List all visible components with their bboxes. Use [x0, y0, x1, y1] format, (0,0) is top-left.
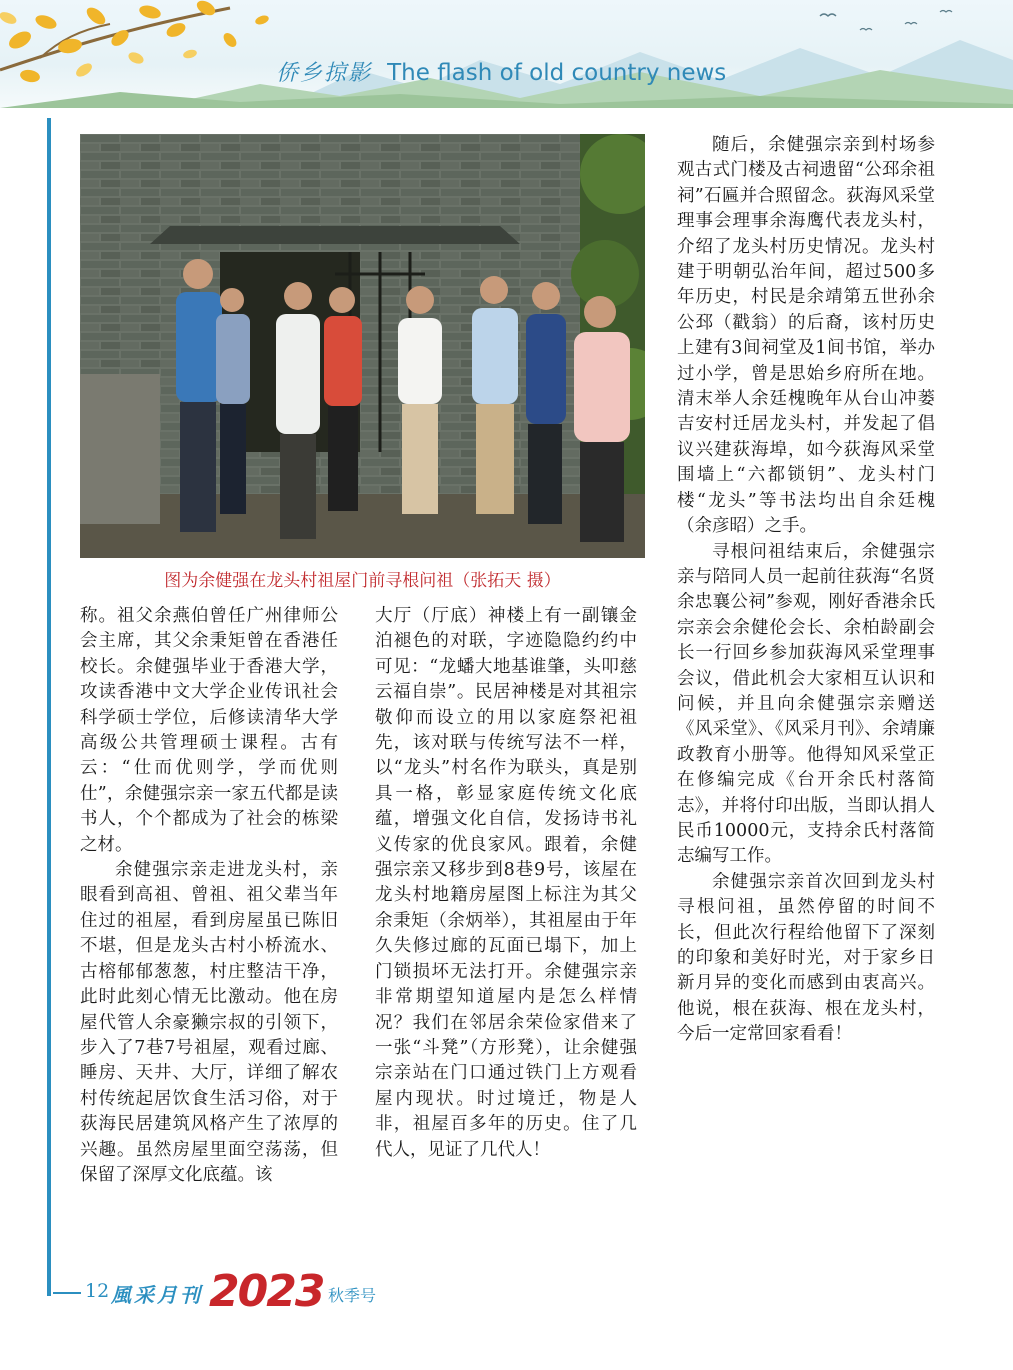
paragraph: 称。祖父余燕伯曾任广州律师公会主席，其父余秉矩曾在香港任校长。余健强毕业于香港大学，攻读香港中文大学企业传讯社会科学硕士学位，后修读清华大学高级公共管理硕士课程。古有云：“仕而优则学，学而优则仕”，余健强宗亲一家五代都是读书人，个个都成为了社会的栋梁之材。 — [80, 606, 338, 855]
page-header — [0, 0, 1013, 108]
page-footer — [47, 1266, 447, 1317]
text-column-1 — [80, 604, 338, 1188]
section-title-en: The flash of old country news — [387, 60, 727, 86]
paragraph: 余健强宗亲首次回到龙头村寻根问祖，虽然停留的时间不长，但此次行程给他留下了深刻的印象和美好时光，对于家乡日新月异的变化而感到由衷高兴。他说，根在荻海、根在龙头村，今后一定常回家看看！ — [677, 871, 935, 1045]
issue-season: 秋季号 — [328, 1286, 377, 1305]
paragraph: 余健强宗亲走进龙头村，亲眼看到高祖、曾祖、祖父辈当年住过的祖屋，看到房屋虽已陈旧不堪，但是龙头古村小桥流水、古榕郁郁葱葱，村庄整洁干净，此时此刻心情无比激动。他在房屋代管人余豪獭宗叔的引领下，步入了7巷7号祖屋，观看过廊、睡房、天井、大厅，详细了解农村传统起居饮食生活习俗，对于荻海民居建筑风格产生了浓厚的兴趣。虽然房屋里面空荡荡，但保留了深厚文化底蕴。该 — [80, 860, 338, 1185]
section-title — [276, 56, 726, 87]
paragraph: 随后，余健强宗亲到村场参观古式门楼及古祠遗留“公邳余祖祠”石匾并合照留念。荻海风采堂理事会理事余海鹰代表龙头村，介绍了龙头村历史情况。龙头村建于明朝弘治年间，超过500多年历史，村民是余靖第五世孙余公邳（戳翁）的后裔，该村历史上建有3间祠堂及1间书馆，举办过小学，曾是思始乡府所在地。清末举人余廷槐晚年从台山冲蒌吉安村迁居龙头村，并发起了倡议兴建荻海埠，如今荻海风采堂围墙上“六都锁钥”、龙头村门楼“龙头”等书法均出自余廷槐（余彦昭）之手。 — [677, 135, 935, 537]
photo-illustration — [80, 134, 645, 558]
section-title-cn: 侨乡掠影 — [276, 61, 373, 86]
left-vertical-rule — [47, 118, 51, 1296]
issue-year: 2023 — [209, 1266, 324, 1317]
text-column-2 — [375, 604, 637, 1163]
text-column-3 — [677, 133, 935, 1048]
paragraph: 大厅（厅底）神楼上有一副镶金泊褪色的对联，字迹隐隐约约中可见：“龙蟠大地基谁肇，头叩慈云福自崇”。民居神楼是对其祖宗敬仰而设立的用以家庭祭祀祖先，该对联与传统写法不一样，以“龙头”村名作为联头，真是别具一格，彰显家庭传统文化底蕴，增强文化自信，发扬诗书礼义传家的优良家风。跟着，余健强宗亲又移步到8巷9号，该屋在龙头村地籍房屋图上标注为其父余秉矩（余炳举），其祖屋由于年久失修过廊的瓦面已塌下，加上门锁损坏无法打开。余健强宗亲非常期望知道屋内是怎么样情况？我们在邻居余荣俭家借来了一张“斗凳”（方形凳），让余健强宗亲站在门口通过铁门上方观看屋内现状。时过境迁，物是人非，祖屋百多年的历史。住了几代人，见证了几代人！ — [375, 606, 637, 1160]
header-landscape-art — [0, 0, 1013, 108]
page-number: 12 — [85, 1280, 110, 1302]
paragraph: 寻根问祖结束后，余健强宗亲与陪同人员一起前往荻海“名贤余忠襄公祠”参观，刚好香港余氏宗亲会余健伦会长、余柏龄副会长一行回乡参加荻海风采堂理事会议，借此机会大家相互认识和问候，并且向余健强宗亲赠送《风采堂》、《风采月刊》、余靖廉政教育小册等。他得知风采堂正在修编完成《台开余氏村落简志》，并将付印出版，当即认捐人民币10000元，支持余氏村落简志编写工作。 — [677, 541, 935, 867]
footer-rule — [53, 1292, 81, 1294]
photo-caption: 图为余健强在龙头村祖屋门前寻根问祖（张拓天 摄） — [164, 571, 561, 591]
magazine-name: 風采月刊 — [111, 1283, 203, 1307]
group-photo — [80, 134, 645, 558]
